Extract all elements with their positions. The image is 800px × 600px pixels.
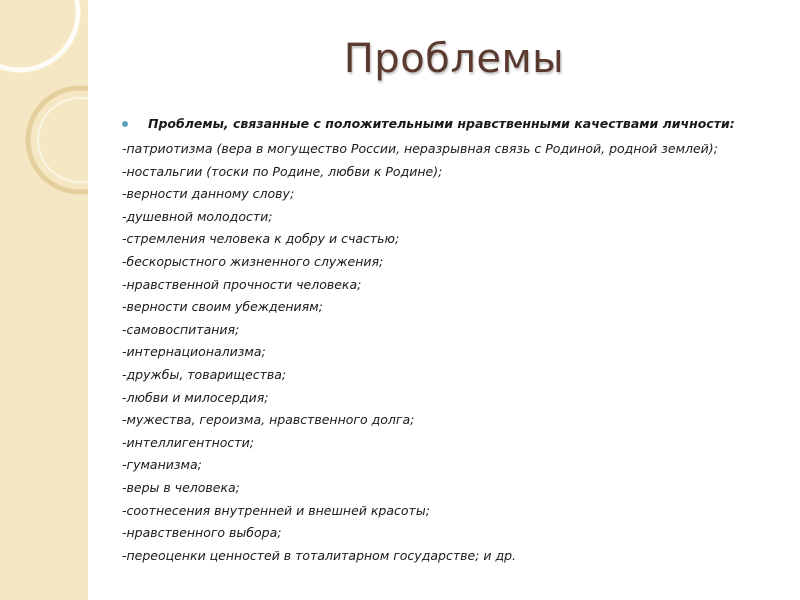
- list-item: -нравственного выбора;: [122, 525, 282, 541]
- list-item: -соотнесения внутренней и внешней красоты;: [122, 502, 430, 518]
- list-item: -интеллигентности;: [122, 434, 254, 450]
- list-item: -самовоспитания;: [122, 321, 240, 337]
- list-item: -ностальгии (тоски по Родине, любви к Родине);: [122, 163, 443, 179]
- list-item: -интернационализма;: [122, 344, 266, 360]
- list-item: -переоценки ценностей в тоталитарном государстве; и др.: [122, 547, 516, 563]
- list-item: -веры в человека;: [122, 479, 240, 495]
- list-item: -патриотизма (вера в могущество России, неразрывная связь с Родиной, родной землей);: [122, 141, 718, 156]
- decorative-side-panel: [0, 0, 88, 600]
- list-item: -любви и милосердия;: [122, 389, 269, 405]
- list-item: -гуманизма;: [122, 457, 202, 473]
- slide-content: [122, 114, 792, 567]
- list-item: -верности данному слову;: [122, 186, 295, 202]
- list-item: -душевной молодости;: [122, 208, 273, 224]
- decorative-circles: [0, 0, 88, 600]
- list-item: -стремления человека к добру и счастью;: [122, 231, 400, 247]
- slide-title: Проблемы: [343, 36, 565, 82]
- bullet-dot-icon: [122, 121, 128, 127]
- bullet-heading: Проблемы, связанные с положительными нравственными качествами личности:: [148, 116, 735, 131]
- list-item: -нравственной прочности человека;: [122, 276, 362, 292]
- problem-list: [122, 138, 792, 567]
- list-item: -бескорыстного жизненного служения;: [122, 253, 384, 269]
- bullet-heading-row: [122, 114, 792, 138]
- list-item: -дружбы, товарищества;: [122, 366, 287, 382]
- list-item: -верности своим убеждениям;: [122, 299, 323, 315]
- list-item: -мужества, героизма, нравственного долга;: [122, 412, 415, 428]
